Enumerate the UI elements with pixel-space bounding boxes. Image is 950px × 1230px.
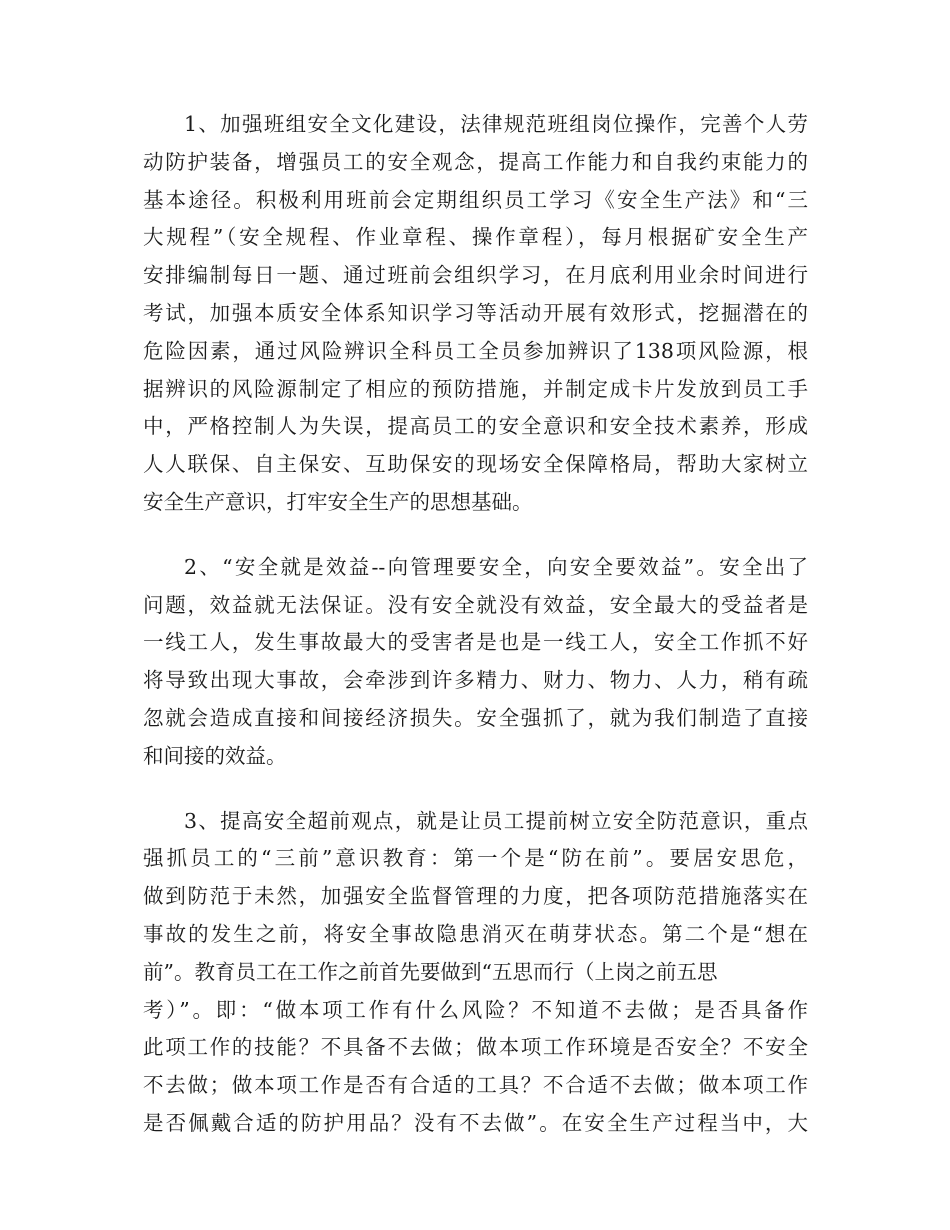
text-line: 安排编制每日一题、通过班前会组织学习，在月底利用业余时间进行	[143, 263, 808, 288]
text-line: 将导致出现大事故，会牵涉到许多精力、财力、物力、人力，稍有疏	[143, 668, 808, 693]
text-line: 一线工人，发生事故最大的受害者是也是一线工人，安全工作抓不好	[143, 630, 808, 655]
text-line: 安全生产意识，打牢安全生产的思想基础。	[143, 489, 533, 514]
text-line: 考）”。即：“做本项工作有什么风险？不知道不去做；是否具备作	[143, 997, 808, 1022]
text-line: 人人联保、自主保安、互助保安的现场安全保障格局，帮助大家树立	[143, 452, 808, 477]
text-line: 基本途径。积极利用班前会定期组织员工学习《安全生产法》和“三	[143, 187, 808, 212]
text-line: 大规程”（安全规程、作业章程、操作章程），每月根据矿安全生产	[143, 225, 808, 250]
text-line: 考试，加强本质安全体系知识学习等活动开展有效形式，挖掘潜在的	[143, 300, 808, 325]
text-line: 动防护装备，增强员工的安全观念，提高工作能力和自我约束能力的	[143, 149, 808, 174]
text-line: 中，严格控制人为失误，提高员工的安全意识和安全技术素养，形成	[143, 414, 808, 439]
text-line: 强抓员工的“三前”意识教育：第一个是“防在前”。要居安思危，	[143, 846, 808, 871]
text-line: 危险因素，通过风险辨识全科员工全员参加辨识了138项风险源，根	[143, 338, 808, 363]
text-line: 不去做；做本项工作是否有合适的工具？不合适不去做；做本项工作	[143, 1073, 808, 1098]
text-line: 3、提高安全超前观点，就是让员工提前树立安全防范意识，重点	[184, 808, 808, 833]
text-line: 事故的发生之前，将安全事故隐患消灭在萌芽状态。第二个是“想在	[143, 921, 808, 946]
paragraph-3	[143, 803, 808, 1143]
text-line: 忽就会造成直接和间接经济损失。安全强抓了，就为我们制造了直接	[143, 705, 808, 730]
text-line: 是否佩戴合适的防护用品？没有不去做”。在安全生产过程当中，大	[143, 1110, 808, 1135]
text-line: 前”。教育员工在工作之前首先要做到“五思而行（上岗之前五思	[143, 959, 718, 984]
text-line: 和间接的效益。	[143, 743, 287, 768]
text-line: 做到防范于未然，加强安全监督管理的力度，把各项防范措施落实在	[143, 884, 808, 909]
text-line: 此项工作的技能？不具备不去做；做本项工作环境是否安全？不安全	[143, 1035, 808, 1060]
text-line: 问题，效益就无法保证。没有安全就没有效益，安全最大的受益者是	[143, 592, 808, 617]
paragraph-1	[143, 106, 808, 522]
document-body	[143, 106, 808, 1143]
text-line: 1、加强班组安全文化建设，法律规范班组岗位操作，完善个人劳	[184, 112, 808, 136]
text-line: 2、“安全就是效益--向管理要安全，向安全要效益”。安全出了	[184, 554, 808, 579]
paragraph-2	[143, 549, 808, 776]
text-line: 据辨识的风险源制定了相应的预防措施，并制定成卡片发放到员工手	[143, 376, 808, 401]
